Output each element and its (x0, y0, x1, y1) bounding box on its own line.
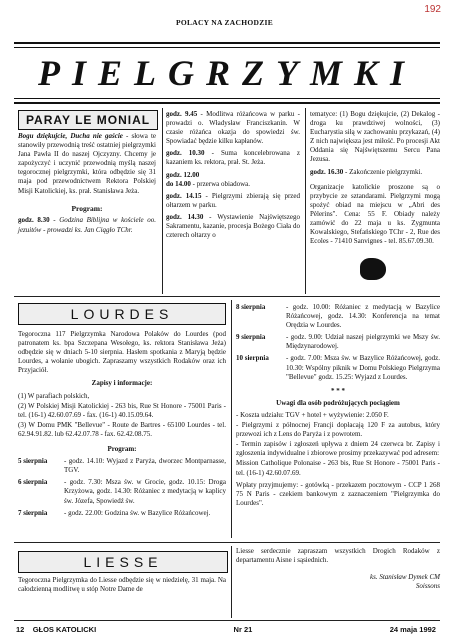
lourdes-note: - Termin zapisów i zgłoszeń upływa z dniem 24 czerwca br. Zapisy i zgłoszenia indywidualne i zbiorowe prosimy przekazywać pod adresem: (236, 440, 440, 458)
lourdes-info-line: (1) W parafiach polskich, (18, 391, 90, 400)
footer-page-number: 12 (16, 625, 25, 634)
page-footer (16, 625, 436, 634)
handwritten-page-number: 192 (424, 4, 441, 15)
program-text: - godz. 14.10: Wyjazd z Paryża, dworzec Montparnasse, TGV. (64, 457, 226, 475)
paray-heading: PARAY LE MONIAL (18, 110, 158, 130)
program-date: 8 sierpnia (236, 303, 266, 311)
paray-item-text: - Wystawienie Najświętszego Sakramentu, kazanie, procesja Bożego Ciała do czterech ołtarzy o (166, 212, 300, 240)
liesse-text-left: Tegoroczna Pielgrzymka do Liesse odbędzie się w niedzielę, 31 maja. Na całodzienną modlitwę u stóp Notre Dame de (18, 576, 226, 594)
masthead-title: PIELGRZYMKI (37, 53, 417, 93)
section-kicker: POLACY NA ZACHODZIE (175, 18, 274, 27)
paray-program-label: Program: (71, 203, 103, 213)
footer-issue: Nr 21 (233, 625, 253, 634)
footer-left (16, 625, 96, 634)
program-date: 6 sierpnia (18, 478, 48, 487)
paray-intro-text: - słowa te stanowiły przewodnią treść ostatniej pielgrzymki Jana Pawła II do naszej Ojczyzny. Chcemy je zapożyczyć i uczynić przewodnią myślą naszej tegorocznej pielgrzymki, która odbędzie się 31 maja pod przewodnictwem Rektora Polskiej Misji Katolickiej, ks. prał. Stanisława Jeża. (18, 132, 156, 195)
lourdes-note: Mission Catholique Polonaise - 263 bis, Rue St Honore - 75001 Paris - tel. (16-1) 42.60.07.69. (236, 459, 440, 477)
lourdes-notes-label: Uwagi dla osób podróżujących pociągiem (276, 398, 400, 407)
paray-item-time: godz. 8.30 (18, 216, 50, 225)
lourdes-program-row (18, 457, 226, 475)
column-divider (162, 108, 163, 294)
lourdes-program-row (236, 303, 440, 330)
section-divider (14, 296, 440, 297)
program-text: - godz. 7.00: Msza św. w Bazylice Różańcowej, godz. 10.30: Wspólny piknik w Domu Polskiego Pielgrzyma "Bellevue" godz. 15.25: Wyjazd z Lourdes. (286, 354, 440, 381)
paray-item-time: godz. 14.30 (166, 212, 204, 221)
program-date: 9 sierpnia (236, 333, 266, 342)
lourdes-note: - Koszta udziału: TGV + hotel + wyżywienie: 2.050 F. (236, 410, 389, 419)
liesse-signature-name: ks. Stanisław Dymek CM (370, 573, 440, 582)
masthead (14, 42, 440, 104)
paray-item-time: godz. 9.45 (166, 110, 198, 118)
paray-item-text: - przerwa obiadowa. (190, 179, 250, 188)
paray-item-text: - Suma koncelebrowana z kazaniem ks. rektora, prał. St. Jeża. (166, 149, 301, 167)
lourdes-column-2 (236, 303, 440, 511)
paray-column-1 (18, 132, 156, 238)
footer-publication: GŁOS KATOLICKI (32, 625, 97, 634)
program-date: 10 sierpnia (236, 354, 269, 363)
footer-date: 24 maja 1992 (389, 625, 436, 634)
lourdes-program-row (236, 354, 440, 381)
paray-item-time: godz. 10.30 (166, 149, 205, 158)
separator-stars: * * * (331, 386, 345, 395)
ink-blot (360, 258, 386, 280)
lourdes-intro: Tegoroczna 117 Pielgrzymka Narodowa Polaków do Lourdes (pod patronatem ks. bpa Szczepana Wesołego, ks. rektora Stanisława Jeża) odbędzie się w dniach 5-10 sierpnia. Hasłem spotkania z Maryją będzie Lourdes, a wołanie ubogich. Zapraszamy wszystkich Rodaków oraz ich Przyjaciół. (18, 330, 226, 375)
liesse-column-2 (236, 547, 440, 594)
program-text: - godz. 7.30: Msza św. w Grocie, godz. 10.15: Droga Krzyżowa, godz. 14.30: Różaniec z medytacją w kaplicy św. Józefa, Spowiedź św. (64, 478, 226, 505)
liesse-text-right: Liesse serdecznie zapraszam wszystkich Drogich Rodaków z departamentu Aisne i sąsiednich. (236, 547, 440, 565)
liesse-heading: LIESSE (18, 551, 228, 573)
liesse-signature-place: Soissons (415, 582, 440, 591)
column-divider (231, 300, 232, 538)
lourdes-info-line: (2) W Polskiej Misji Katolickiej - 263 bis, Rue St Honore - 75001 Paris - tel. (16-1) 42.60.07.69 - fax. (16-1) 40.15.09.64. (18, 401, 226, 419)
lourdes-program-row (18, 478, 226, 505)
lourdes-info-label: Zapisy i informacje: (91, 379, 153, 388)
paray-column-2 (166, 110, 300, 243)
lourdes-program-row (236, 333, 440, 351)
paray-col3-p3: Organizacje katolickie proszone są o przybycie ze sztandarami. Pielgrzymi mogą spożyć obiad na miejscu w „Abri des Pèlerins". Cena: 55 F. Obiady należy zamówić do 22 maja u ks. Zygmunta Kowalskiego, Stefańskiego TChr - 2, Rue des Ecoles - 71410 Sanvignes - tel. 85.67.09.30. (310, 182, 440, 246)
program-text: - godz. 9.00: Udział naszej pielgrzymki we Mszy św. Międzynarodowej. (286, 333, 440, 351)
lourdes-note: Wpłaty przyjmujemy: - gotówką - przekazem pocztowym - CCP 1 268 75 N Paris - czekiem bankowym z zaznaczeniem "Pielgrzymka do Lourdes". (236, 480, 440, 507)
paray-item-time: do 14.00 (166, 179, 191, 188)
paray-item-time: godz. 14.15 (166, 191, 202, 200)
program-date: 7 sierpnia (18, 508, 48, 517)
lourdes-column-1 (18, 330, 226, 521)
paray-col3-p1: tematyce: (1) Bogu dziękujcie, (2) Dekalog - droga ku prawdziwej wolności, (3) Eucharystia siłą w zachowaniu przykazań, (4) Z nich największa jest miłość. Po procesji Akt Oddania się Najświętszemu Sercu Pana Jezusa. (310, 110, 440, 164)
lourdes-info-line: (3) W Domu PMK "Bellevue" - Route de Bartres - 65100 Lourdes - tel. 62.94.91.82. lub 62.42.07.78 - fax. 62.42.08.75. (18, 420, 226, 438)
program-text: - godz. 10.00: Różaniec z medytacją w Bazylice Różańcowej, godz. 14.30: Konferencja na temat Orędzia w Lourdes. (286, 303, 440, 330)
paray-item-text: - Modlitwa różańcowa w parku - prowadzi o. Władysław Franciszkanin. W czasie różańca okazja do spowiedzi św. Spowiadać będzie kilku kapłanów. (166, 110, 300, 146)
lourdes-program-row (18, 509, 226, 518)
lourdes-note: - Pielgrzymi z północnej Francji dopłacają 120 F za autobus, który przewozi ich z Lens do Paryża i z powrotem. (236, 421, 440, 439)
program-date: 5 sierpnia (18, 457, 48, 466)
lourdes-program-label: Program: (107, 445, 137, 454)
paray-item-text: - Zakończenie pielgrzymki. (343, 167, 423, 176)
program-text: - godz. 22.00: Godzina św. w Bazylice Różańcowej. (64, 508, 211, 517)
lourdes-heading: LOURDES (18, 303, 226, 325)
paray-item-text: - Godzina Biblijna w kościele oo. jezuitów - prowadzi ks. Jan Ciągło TChr. (18, 216, 157, 234)
column-divider (305, 108, 306, 294)
column-divider (231, 546, 232, 618)
paray-item-text: - Pielgrzymi zbierają się przed ołtarzem w parku. (166, 191, 300, 209)
paray-intro-italic: Bogu dziękujcie, Ducha nie gaście (18, 132, 123, 140)
section-divider (14, 542, 440, 543)
paray-item-time: godz. 12.00 (166, 170, 200, 179)
paray-item-time: godz. 16.30 (310, 167, 344, 176)
footer-rule (14, 620, 440, 621)
paray-column-3 (310, 110, 440, 249)
